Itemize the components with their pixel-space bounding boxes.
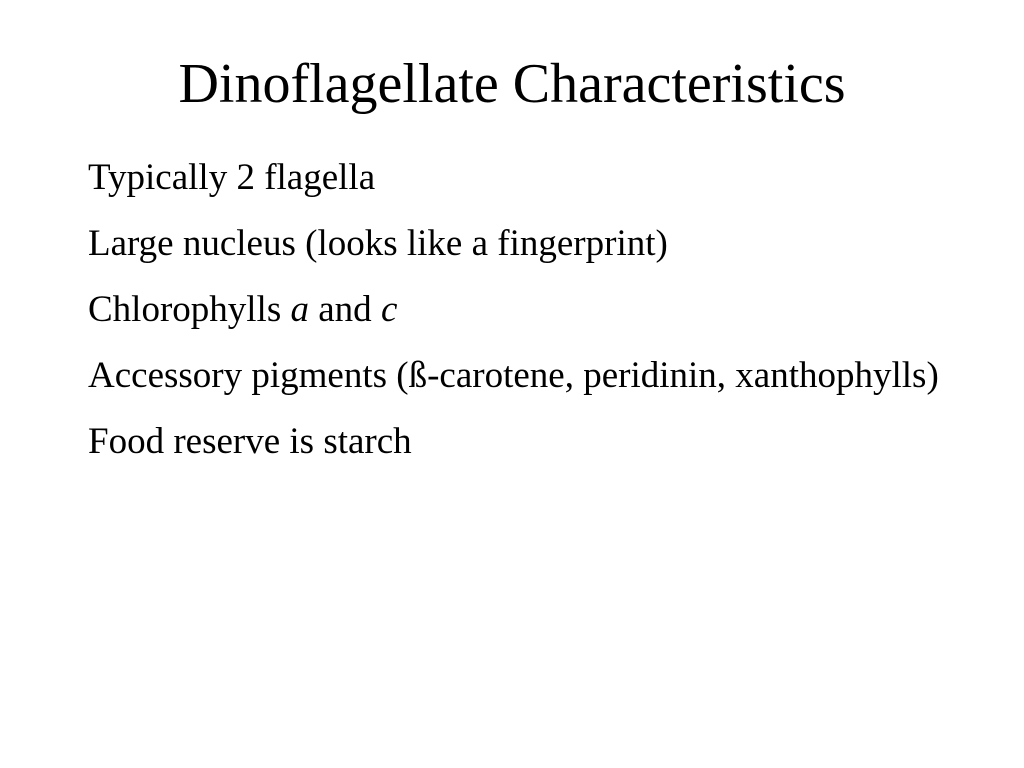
bullet-item: Food reserve is starch [88, 421, 412, 462]
slide-title: Dinoflagellate Characteristics [178, 53, 846, 115]
bullet-italic-text: a [290, 289, 309, 330]
bullet-item: Large nucleus (looks like a fingerprint) [88, 223, 668, 264]
bullet-item [88, 284, 948, 336]
bullet-list [88, 152, 948, 482]
bullet-text: Chlorophylls [88, 289, 291, 330]
bullet-item: Accessory pigments (ß-carotene, peridinin, xanthophylls) [88, 355, 939, 396]
bullet-italic-text: c [380, 289, 398, 330]
bullet-text: and [309, 289, 381, 330]
bullet-item: Typically 2 flagella [88, 157, 376, 198]
